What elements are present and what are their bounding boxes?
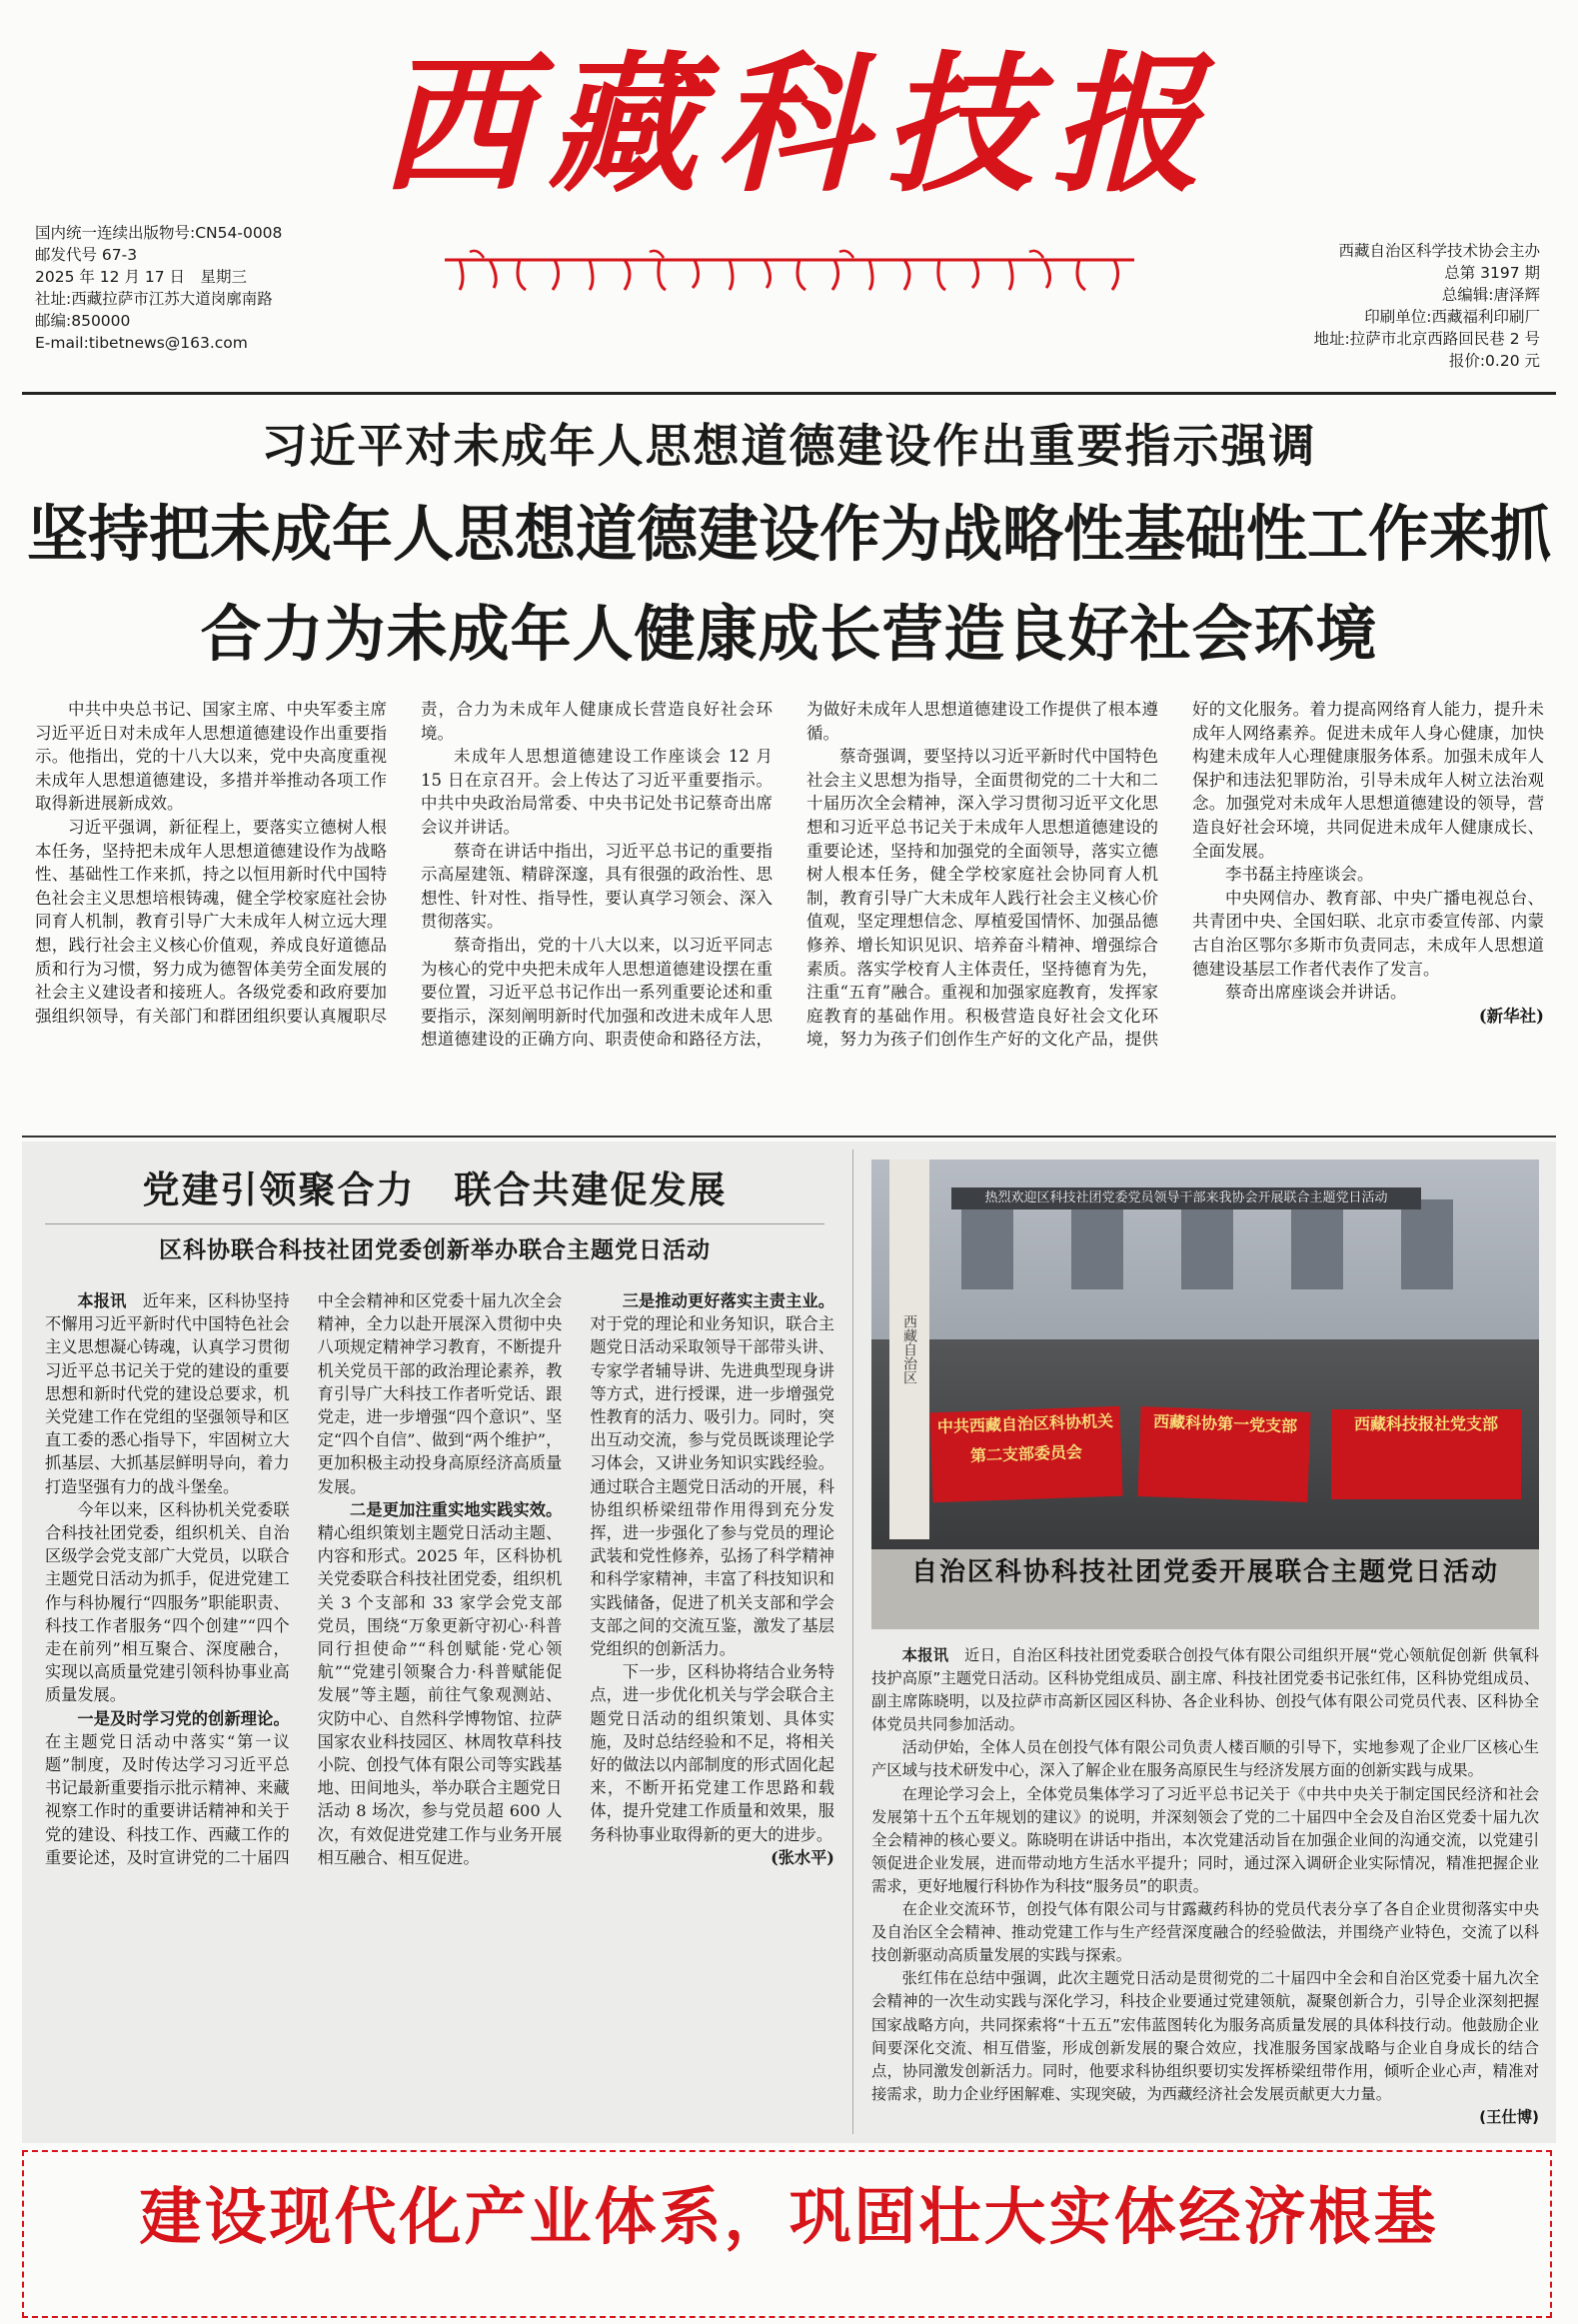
article-paragraph: 下一步，区科协将结合业务特点，进一步优化机关与学会联合主题党日活动的组织策划、具体实施，及时总结经验和不足，将相关好的做法以内部制度的形式固化起来，不断开拓党建工作思路和载体，提升党建工作质量和效果，服务科协事业取得新的更大的进步。 [590,1662,834,1844]
point-text: 在主题党日活动中落实“第一议题”制度，及时传达学习习近平总书记最新重要指示批示精神、来藏视察工作时的重要讲话精神和关于党的建设、科技工作、西藏工作的重要论述，及时宣讲党的二十届四中全会精神和区党委十届九次全会精神，全力以赴开展深入贯彻中央八项规定精神学习教育，不断提升机关党员干部的政治理论素养，教育引导广大科技工作者听党话、跟党走，进一步增强“四个意识”、坚定“四个自信”、做到“两个维护”，更加积极主动投身高原经济高质量发展。 [45,1291,563,1867]
point-heading: 二是更加注重实地实践实效。 [350,1499,563,1519]
lead-paragraph: 蔡奇出席座谈会并讲话。 [1225,983,1407,1003]
vertical-plaque: 西藏自治区 [889,1160,929,1539]
welcome-signboard: 热烈欢迎区科技社团党委党员领导干部来我协会开展联合主题党日活动 [951,1187,1421,1209]
third-article-body [871,1644,1539,2134]
lead-paragraph: 蔡奇在讲话中指出，习近平总书记的重要指示高屋建瓴、精辟深邃，具有很强的政治性、思想性、针对性、指导性，要认真学习领会、深入贯彻落实。 [421,841,773,932]
second-title-rule [45,1223,824,1224]
lead-paragraph: 中央网信办、教育部、中央广播电视总台、共青团中央、全国妇联、北京市委宣传部、内蒙古自治区鄂尔多斯市负责同志，未成年人思想道德建设基层工作者代表作了发言。 [1192,888,1544,979]
issn-line: 国内统一连续出版物号:CN54-0008 [35,224,283,242]
second-article-body [45,1289,834,2119]
article-paragraph: 在企业交流环节，创投气体有限公司与甘露藏药科协的党员代表分享了各自企业贯彻落实中央及自治区全会精神、推动党建工作与生产经营深度融合的经验做法，并围绕产业特色，交流了以科技创新驱动高质量发展的实践与探索。 [871,1900,1539,1965]
third-source: (王仕博) [1479,2107,1539,2126]
dateline-label: 本报讯 [901,1646,949,1664]
red-banner: 西藏科技报社党支部 [1331,1409,1521,1499]
masthead-publication-info [35,222,282,354]
newspaper-logo: 西藏科技报 [380,37,1220,213]
window [961,1199,1013,1289]
group-photo [871,1160,1539,1629]
lead-paragraph: 蔡奇指出，党的十八大以来，以习近平同志为核心的党中央把未成年人思想道德建设摆在重要位置，习近平总书记作出一系列重要论述和重要指示，深刻阐明新时代加强和改进未成年人思想道德建设的正确方向、职责使命和路径方法，为做好未成年人思想道德建设工作提供了根本遵循。 [421,700,1158,1050]
point-heading: 一是及时学习党的创新理论。 [77,1708,290,1728]
address-line: 社址:西藏拉萨市江苏大道岗廓南路 [35,290,273,308]
second-article-title: 党建引领聚合力 联合共建促发展 [142,1167,728,1211]
lead-headline-1: 坚持把未成年人思想道德建设作为战略性基础性工作来抓 [26,499,1551,570]
lead-headline-2: 合力为未成年人健康成长营造良好社会环境 [200,599,1378,670]
article-paragraph [318,1498,563,1869]
sponsor-line: 西藏自治区科学技术协会主办 [1338,242,1540,260]
masthead-divider [22,392,1556,395]
second-source: (张水平) [771,1847,834,1867]
tibetan-title-logo [440,248,1139,294]
lede-text: 近日，自治区科技社团党委联合创投气体有限公司组织开展“党心领航促创新 供氧科技护高原”主题党日活动。区科协党组成员、副主席、科技社团党委书记张红伟，区科协党组成员、副主席陈晓明，以及拉萨市高新区园区科协、各企业科协、创投气体有限公司党员代表、区科协全体党员共同参加活动。 [871,1646,1539,1734]
lead-source: (新华社) [1478,1006,1544,1026]
red-banner: 西藏科协第一党支部 [1137,1406,1310,1502]
price-line: 报价:0.20 元 [1448,352,1540,370]
lead-paragraph: 蔡奇强调，要坚持以习近平新时代中国特色社会主义思想为指导，全面贯彻党的二十大和二十届历次全会精神，深入学习贯彻习近平文化思想和习近平总书记关于未成年人思想道德建设的重要论述，坚持和加强党的全面领导，落实立德树人根本任务，健全学校家庭社会协同育人机制，教育引导广大未成年人践行社会主义核心价值观，坚定理想信念、厚植爱国情怀、加强品德修养、增长知识见识、培养奋斗精神、增强综合素质。落实学校育人主体责任，坚持德育为先，注重“五育”融合。重视和加强家庭教育，发挥家庭教育的基础作用。积极营造良好社会文化环境，努力为孩子们创作生产好的文化产品，提供好的文化服务。着力提高网络育人能力，提升未成年人网络素养。促进未成年人身心健康，加快构建未成年人心理健康服务体系。加强未成年人保护和违法犯罪防治，引导未成年人树立法治观念。加强党对未成年人思想道德建设的领导，营造良好社会环境，共同促进未成年人健康成长、全面发展。 [806,700,1544,1050]
column-divider [852,1150,853,2134]
bottom-headline: 建设现代化产业体系，巩固壮大实体经济根基 [139,2180,1439,2253]
window [1071,1199,1123,1289]
issue-number: 总第 3197 期 [1444,264,1540,282]
window [1401,1199,1453,1289]
photo-caption: 自治区科协科技社团党委开展联合主题党日活动 [910,1557,1499,1587]
printer-line: 印刷单位:西藏福利印刷厂 [1364,308,1540,326]
article-paragraph: 在理论学习会上，全体党员集体学习了习近平总书记关于《中共中央关于制定国民经济和社会发展第十五个五年规划的建议》的说明，并深刻领会了党的二十届四中全会及自治区党委十届九次全会精神的核心要义。陈晓明在讲话中指出，本次党建活动旨在加强企业间的沟通交流，以党建引领促进企业发展，进而带动地方生活水平提升；同时，通过深入调研企业实际情况，精准把握企业需求，更好地履行科协作为科技“服务员”的职责。 [871,1784,1539,1895]
point-text: 精心组织策划主题党日活动主题、内容和形式。2025 年，区科协机关党委联合科技社团党委，组织机关 3 个支部和 33 家学会党支部党员，围绕“万象更新守初心·科普同行担使命”“科创赋能·党心领航”“党建引领聚合力·科普赋能促发展”等主题，前往气象观测站、灾防中心、自然科学博物馆、拉萨国家农业科技园区、林周牧草科技小院、创投气体有限公司等实践基地、田间地头，举办联合主题党日活动 8 场次，参与党员超 600 人次，有效促进党建工作与业务开展相互融合、相互促进。 [317,1523,563,1867]
second-article-subtitle: 区科协联合科技社团党委创新举办联合主题党日活动 [159,1236,711,1263]
email-line: E-mail:tibetnews@163.com [35,334,248,352]
printer-address-line: 地址:拉萨市北京西路回民巷 2 号 [1313,330,1540,348]
lead-kicker: 习近平对未成年人思想道德建设作出重要指示强调 [261,419,1317,473]
article-paragraph [590,1289,834,1660]
article-paragraph [45,1289,290,1498]
postal-code-line: 邮发代号 67-3 [35,246,138,264]
article-paragraph: 今年以来，区科协机关党委联合科技社团党委，组织机关、自治区级学会党支部广大党员，以联合主题党日活动为抓手，促进党建工作与科协履行“四服务”职能职责、科技工作者服务“四个创建”“四个走在前列”相互聚合、深度融合，实现以高质量党建引领科协事业高质量发展。 [45,1499,290,1705]
lede-text: 近年来，区科协坚持不懈用习近平新时代中国特色社会主义思想凝心铸魂，认真学习贯彻习近平总书记关于党的建设的重要思想和新时代党的建设总要求，机关党建工作在党组的坚强领导和区直工委的悉心指导下，牢固树立大抓基层、大抓基层鲜明导向，着力打造坚强有力的战斗堡垒。 [45,1291,290,1496]
dateline-label: 本报讯 [77,1291,127,1310]
red-banner: 中共西藏自治区科协机关第二支部委员会 [929,1406,1122,1503]
masthead-sponsor-info [1314,240,1540,372]
window [1181,1199,1233,1289]
section-divider [22,1136,1556,1138]
lead-paragraph: 中共中央总书记、国家主席、中央军委主席习近平近日对未成年人思想道德建设作出重要指示。他指出，党的十八大以来，党中央高度重视未成年人思想道德建设，多措并举推动各项工作取得新进展新成效。 [35,700,387,814]
lead-article-body [35,698,1544,1128]
window [1291,1199,1343,1289]
zip-line: 邮编:850000 [35,312,131,330]
article-paragraph: 张红伟在总结中强调，此次主题党日活动是贯彻党的二十届四中全会和自治区党委十届九次全会精神的一次生动实践与深化学习，科技企业要通过党建领航，凝聚创新合力，引导企业深刻把握国家战略方向，共同探索将“十五五”宏伟蓝图转化为服务高质量发展的具体科技行动。他鼓励企业间要深化交流、相互借鉴，形成创新发展的聚合效应，找准服务国家战略与企业自身成长的结合点，协同激发创新活力。同时，他要求科协组织要切实发挥桥梁纽带作用，倾听企业心声，精准对接需求，助力企业纾困解难、实现突破，为西藏经济社会发展贡献更大力量。 [871,1969,1539,2103]
article-paragraph [871,1644,1539,1736]
lead-paragraph: 未成年人思想道德建设工作座谈会 12 月 15 日在京召开。会上传达了习近平重要指示。中共中央政治局常委、中央书记处书记蔡奇出席会议并讲话。 [421,747,773,837]
point-text: 对于党的理论和业务知识，联合主题党日活动采取领导干部带头讲、专家学者辅导讲、先进典型现身讲等方式，进行授课，进一步增强党性教育的活力、吸引力。同时，突出互动交流，参与党员既谈理论学习体会，又讲业务知识实践经验。通过联合主题党日活动的开展，科协组织桥梁纽带作用得到充分发挥，进一步强化了参与党员的理论武装和党性修养，弘扬了科学精神和科学家精神，丰富了科技知识和实践储备，促进了机关支部和学会支部之间的交流互鉴，激发了基层党组织的创新活力。 [590,1314,834,1659]
point-heading: 三是推动更好落实主责主业。 [622,1291,834,1310]
article-paragraph: 活动伊始，全体人员在创投气体有限公司负责人楼百顺的引导下，实地参观了企业厂区核心生产区域与技术研发中心，深入了解企业在服务高原民生与经济发展方面的创新实践与成果。 [871,1738,1539,1780]
lead-paragraph: 李书磊主持座谈会。 [1225,865,1374,885]
date-line: 2025 年 12 月 17 日 星期三 [35,268,248,286]
lead-paragraph: 习近平强调，新征程上，要落实立德树人根本任务，坚持把未成年人思想道德建设作为战略性、基础性工作来抓，持之以恒用新时代中国特色社会主义思想培根铸魂，健全学校家庭社会协同育人机制，教育引导广大未成年人树立远大理想，践行社会主义核心价值观，养成良好道德品质和行为习惯，努力成为德智体美劳全面发展的社会主义建设者和接班人。各级党委和政府要加强组织领导，有关部门和群团组织要认真履职尽责，合力为未成年人健康成长营造良好社会环境。 [35,700,773,1026]
editor-line: 总编辑:唐泽辉 [1441,286,1540,304]
